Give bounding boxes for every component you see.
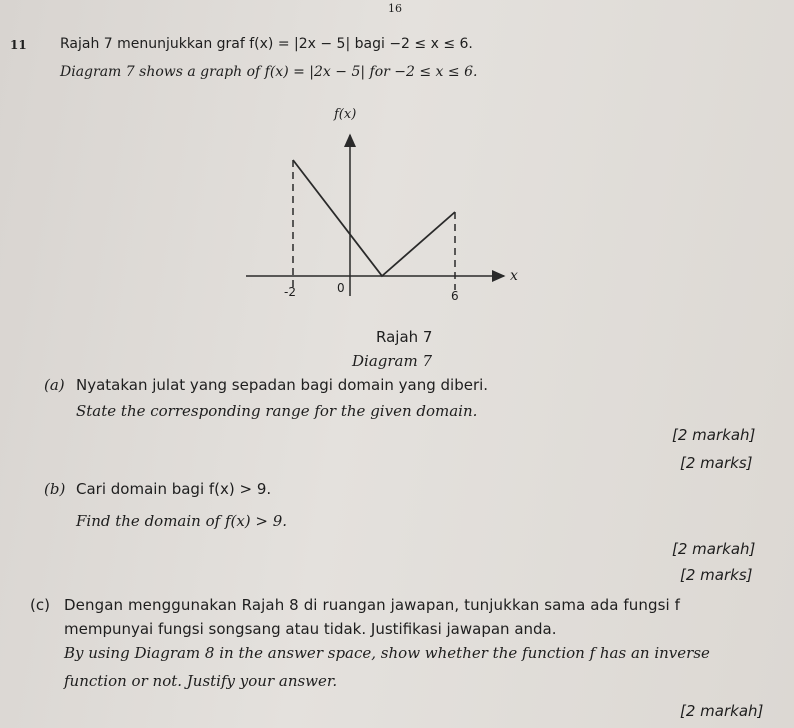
part-a-malay: Nyatakan julat yang sepadan bagi domain yang diberi.: [76, 376, 489, 394]
part-c-english-line1: By using Diagram 8 in the answer space, show whether the function f has an inverse: [64, 644, 710, 662]
part-b-mark-english: [2 marks]: [680, 566, 753, 584]
part-b-mark-malay: [2 markah]: [672, 540, 756, 558]
part-a-mark-malay: [2 markah]: [672, 426, 756, 444]
intro-malay: Rajah 7 menunjukkan graf f(x) = |2x − 5| bagi −2 ≤ x ≤ 6.: [60, 36, 473, 52]
part-a-label: (a): [44, 376, 65, 394]
tick-label: -2: [284, 285, 296, 299]
diagram-caption-malay: Rajah 7: [376, 328, 433, 346]
part-a-mark-english: [2 marks]: [680, 454, 753, 472]
tick-label: 0: [337, 281, 345, 295]
intro-english: Diagram 7 shows a graph of f(x) = |2x − 5| for −2 ≤ x ≤ 6.: [60, 64, 478, 80]
part-c-malay-line2: mempunyai fungsi songsang atau tidak. Justifikasi jawapan anda.: [64, 620, 557, 638]
x-axis-label: x: [510, 268, 518, 284]
part-c-english-line2: function or not. Justify your answer.: [64, 672, 338, 690]
y-axis-label: f(x): [334, 107, 357, 122]
part-c-malay-line1: Dengan menggunakan Rajah 8 di ruangan jawapan, tunjukkan sama ada fungsi f: [64, 596, 681, 614]
diagram-caption-english: Diagram 7: [352, 352, 433, 370]
part-b-english: Find the domain of f(x) > 9.: [76, 512, 288, 530]
page-number: 16: [388, 2, 402, 15]
question-number: 11: [10, 38, 27, 52]
tick-label: 6: [451, 289, 459, 303]
graph-curve: [293, 160, 455, 276]
part-a-english: State the corresponding range for the given domain.: [76, 402, 478, 420]
part-c-mark-malay: [2 markah]: [680, 702, 764, 720]
part-b-label: (b): [44, 480, 66, 498]
part-c-label: (c): [30, 596, 50, 614]
part-b-malay: Cari domain bagi f(x) > 9.: [76, 480, 272, 498]
